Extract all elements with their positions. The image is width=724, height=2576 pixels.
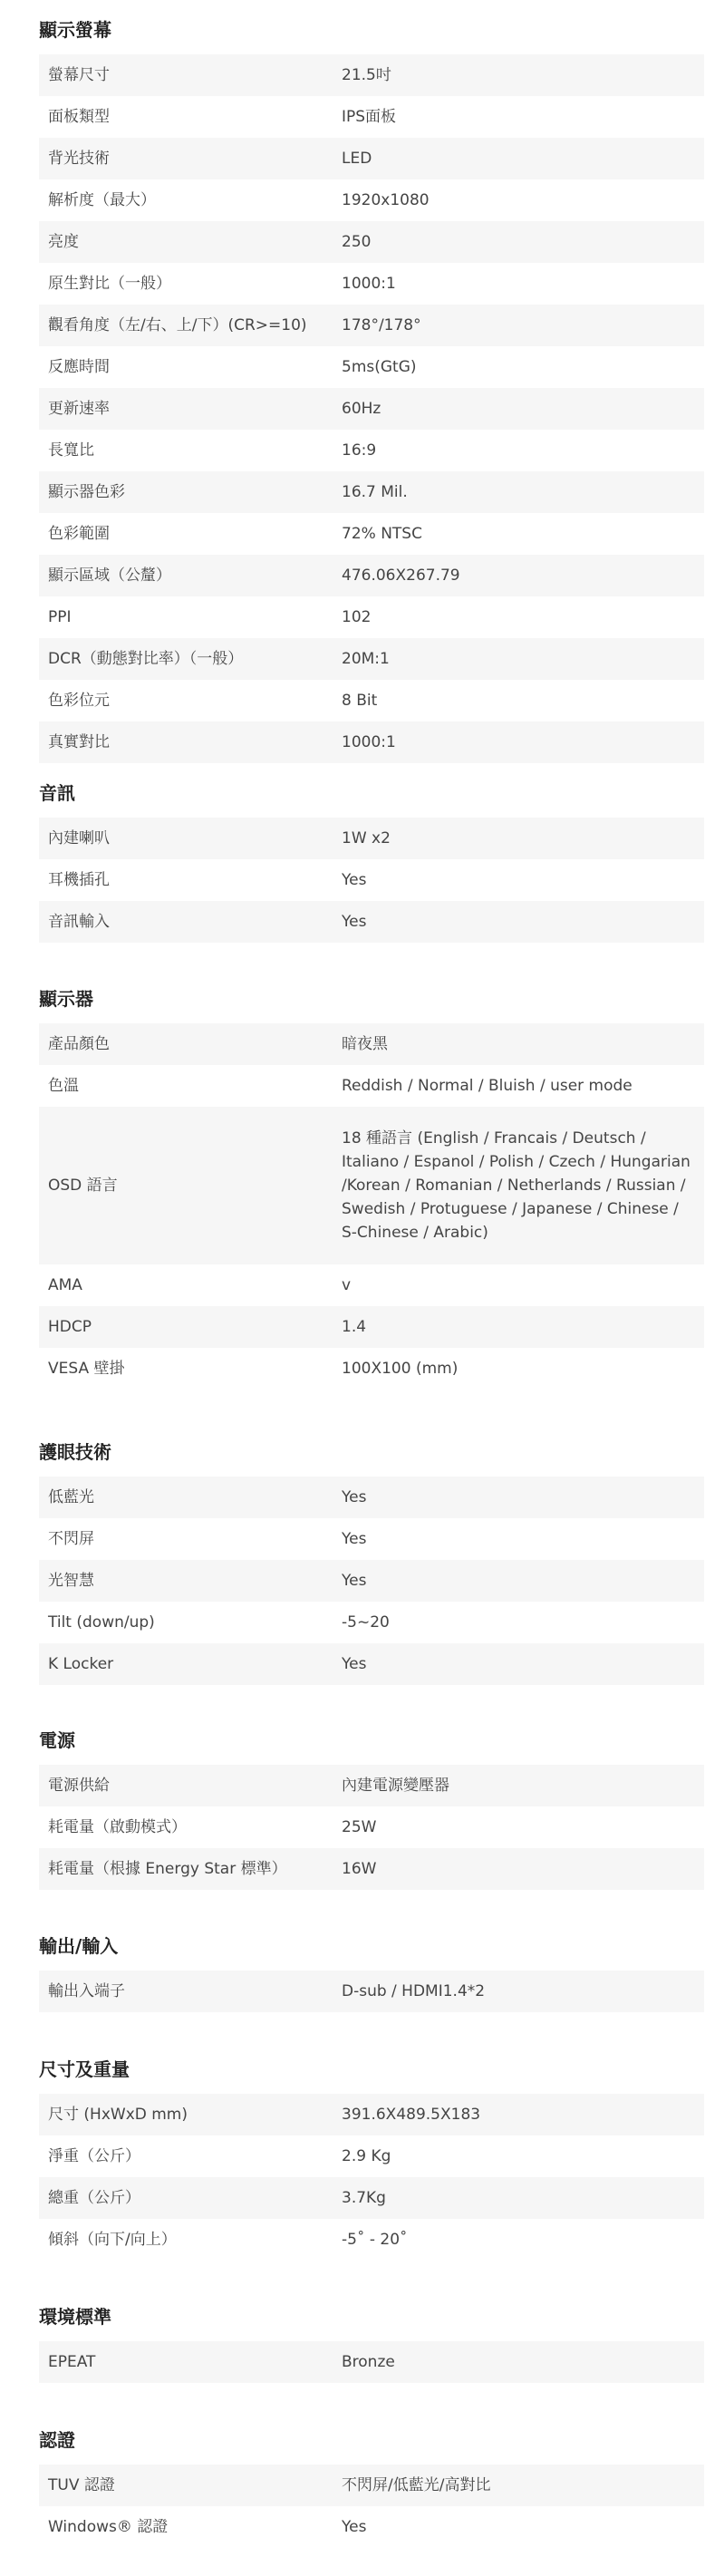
spec-row [39, 555, 704, 596]
spec-label: 電源供給 [48, 1777, 110, 1795]
spec-value: v [342, 1276, 352, 1294]
spec-value: 不閃屏/低藍光/高對比 [342, 2476, 491, 2494]
spec-value: 1W x2 [342, 829, 391, 847]
section-audio [39, 778, 704, 943]
section-dimensions-weight [39, 2054, 704, 2261]
spec-value: 18 種語言 (English / Francais / Deutsch / Italiano / Espanol / Polish / Czech / Hungarian /Korean / Romanian / Netherlands / Russian / Swedish / Protuguese / Japanese / Chinese / S-Chinese / Arabic) [342, 1129, 690, 1242]
spec-label: 耗電量（根據 Energy Star 標準） [48, 1860, 287, 1878]
spec-label: 長寬比 [48, 441, 94, 460]
spec-row [39, 859, 704, 901]
spec-row [39, 346, 704, 388]
spec-value: 20M:1 [342, 650, 390, 668]
spec-label: 產品顏色 [48, 1035, 110, 1053]
spec-row [39, 901, 704, 943]
spec-label: 反應時間 [48, 358, 110, 376]
spec-row [39, 638, 704, 680]
spec-value: Yes [342, 1530, 367, 1548]
spec-label: DCR（動態對比率）（一般） [48, 650, 244, 668]
section-certification [39, 2425, 704, 2548]
spec-value: 8 Bit [342, 692, 378, 710]
spec-row [39, 1971, 704, 2012]
spec-row [39, 96, 704, 138]
spec-table [39, 2465, 704, 2548]
spec-row [39, 1023, 704, 1065]
spec-row [39, 721, 704, 763]
spec-row [39, 2506, 704, 2548]
spec-table [39, 818, 704, 943]
section-power [39, 1725, 704, 1890]
spec-row [39, 818, 704, 859]
spec-value: 內建電源變壓器 [342, 1777, 449, 1795]
spec-row [39, 1848, 704, 1890]
spec-row [39, 596, 704, 638]
spec-value: 72% NTSC [342, 525, 422, 543]
spec-value: 391.6X489.5X183 [342, 2106, 481, 2124]
spec-row [39, 1602, 704, 1643]
section-title: 音訊 [39, 782, 75, 804]
spec-value: 21.5吋 [342, 66, 391, 84]
spec-table [39, 1477, 704, 1685]
spec-label: 原生對比（一般） [48, 275, 171, 293]
spec-row [39, 2341, 704, 2383]
spec-row [39, 2177, 704, 2219]
spec-label: AMA [48, 1276, 82, 1294]
section-title: 顯示螢幕 [39, 19, 111, 41]
spec-row [39, 1765, 704, 1806]
spec-value: 3.7Kg [342, 2189, 386, 2207]
spec-label: 顯示區域（公釐） [48, 567, 171, 585]
spec-row [39, 1306, 704, 1348]
spec-value: 16W [342, 1860, 377, 1878]
spec-value: 2.9 Kg [342, 2147, 391, 2165]
spec-value: 1000:1 [342, 733, 396, 751]
spec-label: 內建喇叭 [48, 829, 110, 847]
section-environmental [39, 2301, 704, 2383]
spec-label: 觀看角度（左/右、上/下）(CR>=10) [48, 316, 307, 334]
spec-label: 低藍光 [48, 1488, 94, 1506]
spec-row [39, 138, 704, 179]
spec-label: 不閃屏 [48, 1530, 94, 1548]
section-title: 尺寸及重量 [39, 2058, 130, 2080]
spec-value: 100X100 (mm) [342, 1360, 459, 1378]
spec-label: 面板類型 [48, 108, 110, 126]
spec-value: 1000:1 [342, 275, 396, 293]
section-display-screen [39, 15, 704, 763]
spec-label: 總重（公斤） [48, 2189, 140, 2207]
spec-row [39, 263, 704, 305]
spec-label: 顯示器色彩 [48, 483, 125, 501]
spec-row [39, 2465, 704, 2506]
spec-row [39, 1560, 704, 1602]
spec-label: 尺寸 (HxWxD mm) [48, 2106, 188, 2124]
section-eye-care [39, 1437, 704, 1685]
spec-value: IPS面板 [342, 108, 397, 126]
spec-label: 耳機插孔 [48, 871, 110, 889]
spec-label: HDCP [48, 1318, 92, 1336]
spec-row [39, 221, 704, 263]
spec-value: 暗夜黑 [342, 1035, 388, 1053]
spec-label: 傾斜（向下/向上） [48, 2231, 177, 2249]
spec-value: 178°/178° [342, 316, 421, 334]
spec-value: Yes [342, 871, 367, 889]
section-title: 護眼技術 [39, 1441, 111, 1463]
spec-row [39, 2135, 704, 2177]
spec-label: K Locker [48, 1655, 114, 1673]
spec-row [39, 430, 704, 471]
spec-label: 色彩位元 [48, 692, 110, 710]
spec-value: 16.7 Mil. [342, 483, 408, 501]
spec-value: Reddish / Normal / Bluish / user mode [342, 1077, 632, 1095]
spec-row [39, 1518, 704, 1560]
spec-label: 更新速率 [48, 400, 110, 418]
spec-value: Bronze [342, 2353, 395, 2371]
spec-label: 耗電量（啟動模式） [48, 1818, 187, 1836]
spec-label: Tilt (down/up) [48, 1613, 155, 1632]
spec-row [39, 1264, 704, 1306]
spec-row [39, 680, 704, 721]
spec-label: 音訊輸入 [48, 913, 110, 931]
spec-label: Windows® 認證 [48, 2518, 169, 2536]
spec-label: 色彩範圍 [48, 525, 110, 543]
spec-row [39, 1477, 704, 1518]
section-title: 輸出/輸入 [39, 1935, 119, 1957]
spec-label: 淨重（公斤） [48, 2147, 140, 2165]
spec-label: 解析度（最大） [48, 191, 156, 209]
spec-table [39, 1765, 704, 1890]
spec-row [39, 305, 704, 346]
section-title: 認證 [39, 2429, 75, 2451]
spec-value: Yes [342, 2518, 367, 2536]
spec-label: 光智慧 [48, 1572, 94, 1590]
spec-value: LED [342, 150, 372, 168]
section-monitor [39, 983, 704, 1390]
spec-value: Yes [342, 1655, 367, 1673]
spec-row [39, 1806, 704, 1848]
spec-value: 16:9 [342, 441, 377, 460]
spec-value: 5ms(GtG) [342, 358, 417, 376]
spec-value: 60Hz [342, 400, 381, 418]
spec-label: OSD 語言 [48, 1177, 118, 1195]
spec-label: 亮度 [48, 233, 79, 251]
spec-label: EPEAT [48, 2353, 96, 2371]
spec-row [39, 2219, 704, 2261]
spec-label: VESA 壁掛 [48, 1360, 125, 1378]
spec-row [39, 471, 704, 513]
spec-row [39, 388, 704, 430]
spec-value: Yes [342, 913, 367, 931]
spec-label: TUV 認證 [48, 2476, 115, 2494]
spec-value: -5˚ - 20˚ [342, 2231, 408, 2249]
section-title: 顯示器 [39, 988, 93, 1010]
spec-label: 螢幕尺寸 [48, 66, 110, 84]
spec-row [39, 1643, 704, 1685]
spec-value: 25W [342, 1818, 377, 1836]
spec-label: 輸出入端子 [48, 1982, 125, 2000]
spec-row [39, 513, 704, 555]
spec-row [39, 1107, 704, 1264]
spec-row [39, 2094, 704, 2135]
spec-table [39, 1971, 704, 2012]
spec-table [39, 2094, 704, 2261]
spec-value: 102 [342, 608, 372, 626]
spec-value: 1920x1080 [342, 191, 430, 209]
section-io [39, 1931, 704, 2012]
spec-value: D-sub / HDMI1.4*2 [342, 1982, 486, 2000]
spec-table [39, 1023, 704, 1390]
spec-value: Yes [342, 1488, 367, 1506]
spec-value: Yes [342, 1572, 367, 1590]
spec-label: PPI [48, 608, 72, 626]
spec-row [39, 179, 704, 221]
spec-row [39, 1065, 704, 1107]
spec-value: 476.06X267.79 [342, 567, 460, 585]
spec-table [39, 54, 704, 763]
spec-value: -5~20 [342, 1613, 390, 1632]
spec-table [39, 2341, 704, 2383]
spec-label: 色溫 [48, 1077, 79, 1095]
spec-value: 250 [342, 233, 372, 251]
section-title: 電源 [39, 1729, 75, 1751]
spec-value: 1.4 [342, 1318, 367, 1336]
spec-label: 真實對比 [48, 733, 110, 751]
spec-label: 背光技術 [48, 150, 110, 168]
spec-row [39, 1348, 704, 1390]
section-title: 環境標準 [39, 2306, 111, 2328]
spec-row [39, 54, 704, 96]
